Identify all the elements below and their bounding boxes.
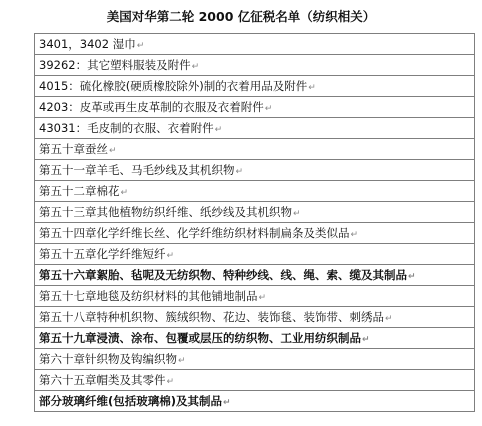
tariff-list-table xyxy=(34,33,475,412)
paragraph-mark-icon: ↵ xyxy=(214,125,223,135)
paragraph-mark-icon: ↵ xyxy=(293,209,301,219)
paragraph-mark-icon: ↵ xyxy=(362,335,370,345)
table-row xyxy=(35,370,474,391)
row-text: 3401，3402 湿巾 xyxy=(39,37,136,51)
row-text: 部分玻璃纤维(包括玻璃棉)及其制品 xyxy=(39,394,223,408)
row-text: 第五十章蚕丝 xyxy=(39,142,108,156)
row-text: 39262：其它塑料服装及附件 xyxy=(39,58,191,72)
row-text: 第五十二章棉花 xyxy=(39,184,120,198)
table-row xyxy=(35,307,474,328)
paragraph-mark-icon: ↵ xyxy=(258,293,267,303)
row-text: 4015：硫化橡胶(硬质橡胶除外)制的衣着用品及附件 xyxy=(39,79,308,93)
row-text: 第五十一章羊毛、马毛纱线及其机织物 xyxy=(39,163,235,177)
table-row xyxy=(35,328,474,349)
table-row xyxy=(35,391,474,412)
table-row xyxy=(35,349,474,370)
paragraph-mark-icon: ↵ xyxy=(166,251,175,261)
table-row xyxy=(35,286,474,307)
paragraph-mark-icon: ↵ xyxy=(385,314,393,324)
paragraph-mark-icon: ↵ xyxy=(408,272,416,282)
table-row xyxy=(35,223,474,244)
paragraph-mark-icon: ↵ xyxy=(166,377,175,387)
table-row xyxy=(35,160,474,181)
table-row xyxy=(35,265,474,286)
paragraph-mark-icon: ↵ xyxy=(178,356,186,366)
row-text: 第五十四章化学纤维长丝、化学纤维纺织材料制扁条及类似品 xyxy=(39,226,350,240)
paragraph-mark-icon: ↵ xyxy=(308,83,316,93)
paragraph-mark-icon: ↵ xyxy=(223,398,231,408)
paragraph-mark-icon: ↵ xyxy=(235,167,244,177)
document-title: 美国对华第二轮 2000 亿征税名单（纺织相关） xyxy=(106,9,376,24)
table-row xyxy=(35,244,474,265)
row-text: 第五十六章絮胎、毡呢及无纺织物、特种纱线、线、绳、索、缆及其制品 xyxy=(39,268,407,282)
paragraph-mark-icon: ↵ xyxy=(109,146,117,156)
row-text: 4203：皮革或再生皮革制的衣服及衣着附件 xyxy=(39,100,264,114)
paragraph-mark-icon: ↵ xyxy=(350,230,359,240)
row-text: 第五十九章浸渍、涂布、包覆或层压的纺织物、工业用纺织制品 xyxy=(39,331,361,345)
table-row xyxy=(35,181,474,202)
table-row xyxy=(35,76,474,97)
paragraph-mark-icon: ↵ xyxy=(120,188,129,198)
row-text: 第六十五章帽类及其零件 xyxy=(39,373,166,387)
table-row xyxy=(35,55,474,76)
row-text: 第六十章针织物及钩编织物 xyxy=(39,352,177,366)
table-row xyxy=(35,139,474,160)
row-text: 43031：毛皮制的衣服、衣着附件 xyxy=(39,121,214,135)
table-row xyxy=(35,97,474,118)
row-text: 第五十七章地毯及纺织材料的其他铺地制品 xyxy=(39,289,258,303)
table-row xyxy=(35,202,474,223)
row-text: 第五十八章特种机织物、簇绒织物、花边、装饰毯、装饰带、刺绣品 xyxy=(39,310,384,324)
table-row xyxy=(35,118,474,139)
row-text: 第五十五章化学纤维短纤 xyxy=(39,247,166,261)
table-row xyxy=(35,34,474,55)
paragraph-mark-icon: ↵ xyxy=(264,104,273,114)
paragraph-mark-icon: ↵ xyxy=(191,62,200,72)
paragraph-mark-icon: ↵ xyxy=(136,41,145,51)
row-text: 第五十三章其他植物纺织纤维、纸纱线及其机织物 xyxy=(39,205,292,219)
